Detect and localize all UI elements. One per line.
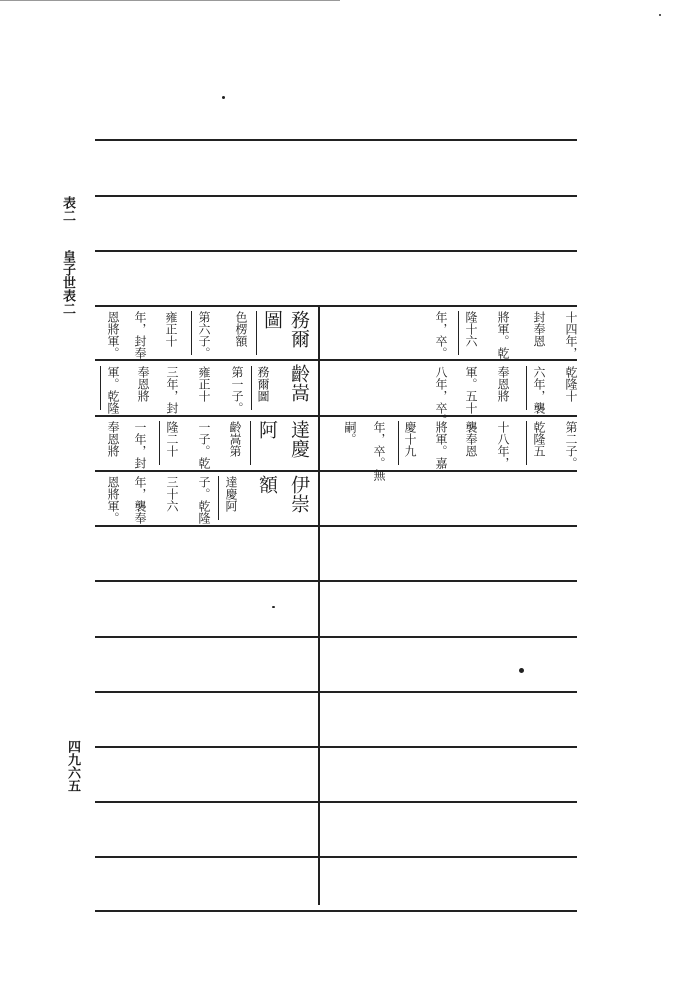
desc-column: 乾隆十 — [564, 366, 578, 402]
name-heading: 圖 — [261, 310, 283, 329]
desc-column: 軍。乾隆 — [106, 366, 120, 414]
rule-line — [95, 195, 577, 197]
rule-line — [95, 691, 577, 693]
desc-column: 雍正十 — [164, 311, 178, 347]
rule-line — [95, 580, 577, 582]
speck — [659, 14, 661, 16]
desc-column: 第二子。 — [564, 421, 578, 469]
desc-column: 年，襲奉 — [133, 476, 147, 524]
rule-line — [95, 305, 577, 307]
marker-bar — [398, 421, 399, 465]
desc-column: 襲奉恩 — [464, 421, 478, 457]
marker-bar — [251, 366, 252, 410]
rule-line — [95, 746, 577, 748]
desc-column: 一年，封 — [133, 421, 147, 469]
desc-column: 達慶阿 — [224, 476, 238, 512]
top-border-line — [0, 0, 340, 1]
marker-bar — [458, 311, 459, 355]
name-heading: 齡嵩 — [288, 364, 310, 402]
marker-bar — [526, 421, 527, 465]
desc-column: 六年，襲 — [532, 366, 546, 414]
margin-title-part: 表二 — [60, 196, 75, 222]
rule-line — [95, 470, 577, 472]
marker-bar — [526, 366, 527, 410]
desc-column: 將軍。嘉 — [434, 421, 448, 469]
desc-column: 齡嵩第 — [228, 421, 242, 457]
speck — [222, 96, 225, 99]
desc-column: 子。乾隆 — [197, 476, 211, 524]
desc-column: 恩將軍。 — [106, 311, 120, 359]
rule-line — [95, 856, 577, 858]
desc-column: 封奉恩 — [532, 311, 546, 347]
marker-bar — [218, 476, 219, 520]
desc-column: 隆十六 — [464, 311, 478, 347]
desc-column: 奉恩將 — [106, 421, 120, 457]
desc-column: 軍。五十 — [464, 366, 478, 414]
desc-column: 年，封奉 — [133, 311, 147, 359]
center-divider — [318, 305, 320, 905]
speck — [519, 668, 524, 673]
rule-line — [95, 359, 577, 361]
desc-column: 三十六 — [165, 476, 179, 512]
page-number: 四九六五 — [65, 740, 80, 792]
name-heading: 額 — [256, 475, 278, 494]
desc-column: 乾隆五 — [532, 421, 546, 457]
desc-column: 嗣。 — [343, 421, 357, 445]
rule-line — [95, 250, 577, 252]
rule-line — [95, 415, 577, 417]
desc-column: 慶十九 — [403, 421, 417, 457]
name-heading: 阿 — [256, 420, 278, 439]
name-heading: 達慶 — [288, 420, 310, 458]
marker-bar — [250, 421, 251, 465]
desc-column: 十八年， — [496, 421, 510, 469]
desc-column: 第六子。 — [197, 311, 211, 359]
desc-column: 將軍。乾 — [496, 311, 510, 359]
marker-bar — [191, 311, 192, 355]
rule-line — [95, 525, 577, 527]
desc-column: 雍正十 — [197, 366, 211, 402]
desc-column: 一子。乾 — [197, 421, 211, 469]
desc-column: 三年，封 — [165, 366, 179, 414]
marker-bar — [256, 311, 257, 355]
margin-title-part: 皇子世表二 — [60, 250, 75, 315]
marker-bar — [159, 421, 160, 465]
rule-line — [95, 801, 577, 803]
rule-line — [95, 636, 577, 638]
desc-column: 第一子。 — [230, 366, 244, 414]
speck — [272, 606, 275, 608]
rule-line — [95, 910, 577, 912]
desc-column: 年，卒。無 — [372, 421, 386, 481]
desc-column: 年，卒。 — [434, 311, 448, 359]
desc-column: 十四年， — [564, 311, 578, 359]
margin-title — [60, 196, 80, 315]
desc-column: 奉恩將 — [136, 366, 150, 402]
desc-column: 隆二十 — [165, 421, 179, 457]
desc-column: 色楞額 — [234, 311, 248, 347]
desc-column: 恩將軍。 — [106, 476, 120, 524]
rule-line — [95, 139, 577, 141]
name-heading: 伊崇 — [288, 475, 310, 513]
name-heading: 務爾 — [288, 310, 310, 348]
desc-column: 奉恩將 — [496, 366, 510, 402]
desc-column: 務爾圖 — [256, 366, 270, 402]
marker-bar — [100, 366, 101, 410]
desc-column: 八年，卒。 — [434, 366, 448, 426]
